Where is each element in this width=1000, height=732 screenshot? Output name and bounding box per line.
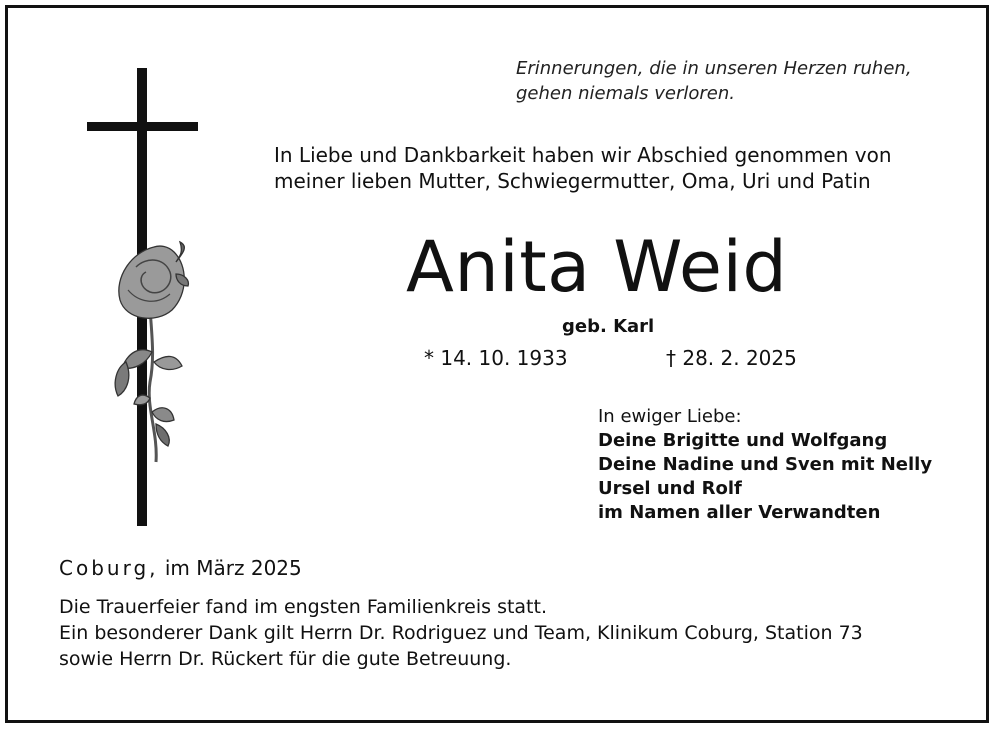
intro-line-2: meiner lieben Mutter, Schwiegermutter, Oma, Uri und Patin bbox=[274, 169, 871, 193]
birth-date: * 14. 10. 1933 bbox=[424, 346, 568, 370]
cross-with-rose bbox=[80, 62, 205, 532]
signoff-line: Deine Brigitte und Wolfgang bbox=[598, 430, 888, 451]
intro-line-1: In Liebe und Dankbarkeit haben wir Abschied genommen von bbox=[274, 143, 892, 167]
place-date bbox=[59, 556, 302, 580]
footer-line-2: Ein besonderer Dank gilt Herrn Dr. Rodriguez und Team, Klinikum Coburg, Station 73 bbox=[59, 622, 863, 644]
deceased-name: Anita Weid bbox=[406, 226, 788, 308]
death-date: † 28. 2. 2025 bbox=[666, 346, 797, 370]
intro-text bbox=[274, 142, 892, 194]
quote-line-2: gehen niemals verloren. bbox=[516, 83, 736, 104]
footer-line-3: sowie Herrn Dr. Rückert für die gute Betreuung. bbox=[59, 648, 512, 670]
footer-text bbox=[59, 594, 863, 672]
place-date-text: im März 2025 bbox=[158, 556, 302, 580]
quote-line-1: Erinnerungen, die in unseren Herzen ruhen, bbox=[516, 58, 912, 79]
life-dates bbox=[424, 346, 804, 374]
signoff-heading: In ewiger Liebe: bbox=[598, 406, 742, 427]
footer-line-1: Die Trauerfeier fand im engsten Familienkreis statt. bbox=[59, 596, 547, 618]
signoff-line: im Namen aller Verwandten bbox=[598, 502, 881, 523]
signoff-line: Deine Nadine und Sven mit Nelly bbox=[598, 454, 933, 475]
signoff-line: Ursel und Rolf bbox=[598, 478, 742, 499]
place-city: Coburg, bbox=[59, 556, 159, 580]
birth-name: geb. Karl bbox=[562, 316, 655, 337]
rose-icon bbox=[115, 242, 188, 462]
memorial-quote bbox=[516, 56, 912, 106]
signoff-block bbox=[598, 405, 932, 525]
